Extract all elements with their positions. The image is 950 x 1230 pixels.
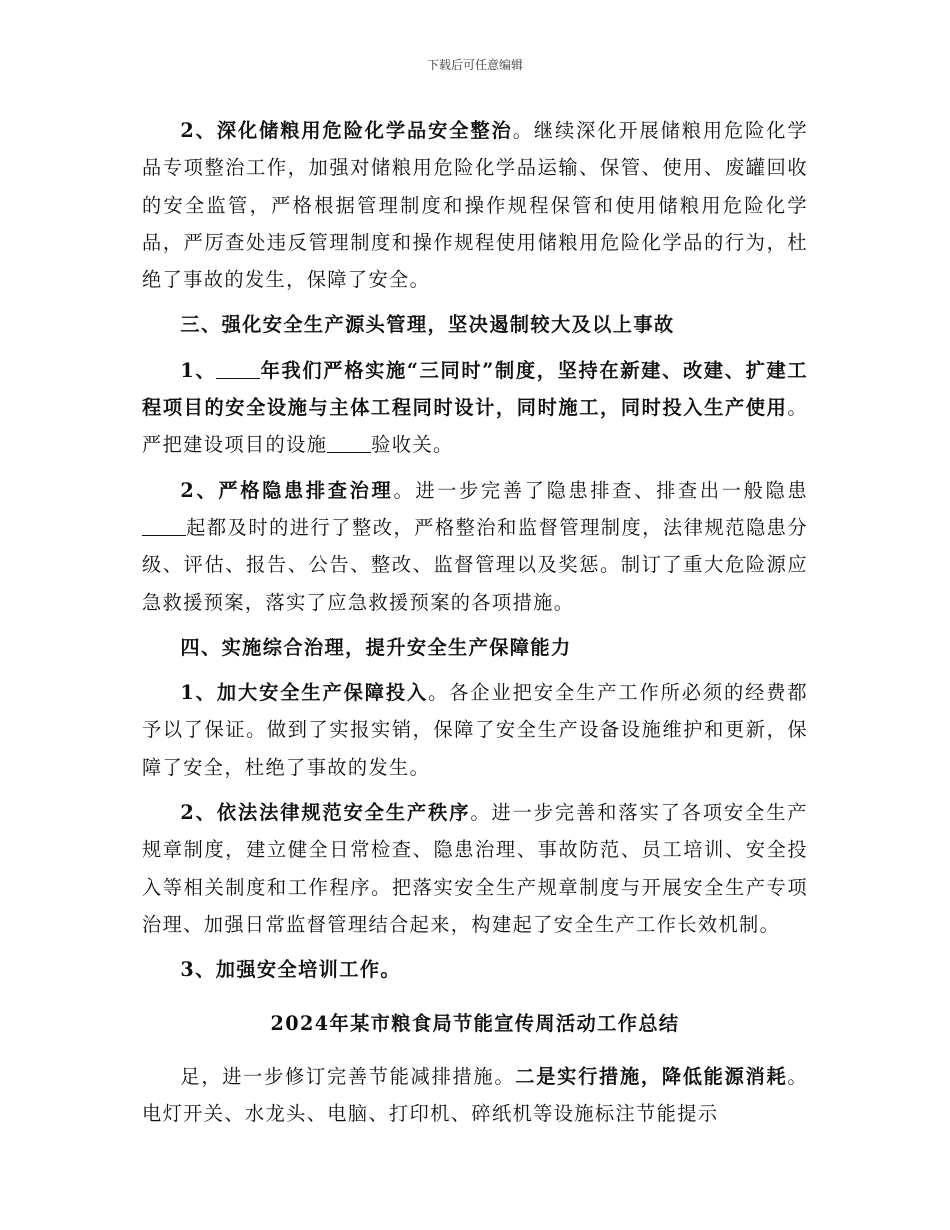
paragraph-heading: 2、严格隐患排查治理: [180, 478, 394, 502]
paragraph-text: 起都及时的进行了整改，严格整治和监督管理制度，法律规范隐患分级、评估、报告、公告、整改、监督管理以及奖惩。制订了重大危险源应急救援预案，落实了应急救援预案的各项措施。: [142, 515, 808, 614]
paragraph-heading: 二是实行措施，降低能源消耗: [515, 1064, 788, 1088]
paragraph-heading: 2、深化储粮用危险化学品安全整治: [180, 119, 513, 142]
paragraph-text: 。各企业把安全生产工作所必须的经费都予以了保证。做到了实报实销，保障了安全生产设备设施维护和更新，保障了安全，杜绝了事故的发生。: [142, 681, 808, 779]
paragraph-text: 。进一步完善了隐患排查、排查出一般隐患: [393, 478, 808, 502]
paragraph-text: 。电灯开关、水龙头、电脑、打印机、碎纸机等设施标注节能提示: [142, 1064, 808, 1126]
blank-underline: [142, 515, 186, 536]
section-heading-4: 四、实施综合治理，提升安全生产保障能力: [180, 635, 572, 659]
section-heading-3: 三、强化安全生产源头管理，坚决遏制较大及以上事故: [180, 313, 675, 337]
paragraph-text: 足，进一步修订完善节能减排措施。: [180, 1064, 516, 1088]
page-header: 下载后可任意编辑: [426, 58, 523, 72]
paragraph-text: 。严把建设项目的设施: [142, 396, 808, 457]
document-body: [142, 112, 808, 1132]
blank-underline: [327, 432, 371, 453]
paragraph-three-simultaneous: [142, 352, 808, 464]
paragraph-hazardous-chemicals: [142, 112, 808, 298]
paragraph-safety-investment: [142, 674, 808, 786]
blank-underline: [216, 358, 260, 379]
paragraph-text: 验收关。: [371, 433, 454, 457]
paragraph-heading: 年我们严格实施“三同时”制度，坚持在新建、改建、扩建工程项目的安全设施与主体工程同时设计，同时施工，同时投入生产使用: [142, 358, 809, 420]
paragraph-heading: 1、加大安全生产保障投入: [180, 681, 429, 705]
document-title: 2024年某市粮食局节能宣传周活动工作总结: [270, 1011, 680, 1035]
paragraph-legal-order: [142, 794, 808, 943]
paragraph-number: 1、: [180, 358, 217, 382]
paragraph-hazard-inspection: [142, 472, 808, 621]
paragraph-text: 。进一步完善和落实了各项安全生产规章制度，建立健全日常检查、隐患治理、事故防范、员工培训、安全投入等相关制度和工作程序。把落实安全生产规章制度与开展安全生产专项治理、加强日常监督管理结合起来，构建起了安全生产工作长效机制。: [142, 801, 808, 936]
paragraph-energy-saving: [142, 1058, 808, 1133]
paragraph-text: 。继续深化开展储粮用危险化学品专项整治工作，加强对储粮用危险化学品运输、保管、使用、废罐回收的安全监管，严格根据管理制度和操作规程保管和使用储粮用危险化学品，严厉查处违反管理制度和操作规程使用储粮用危险化学品的行为，杜绝了事故的发生，保障了安全。: [142, 119, 809, 292]
paragraph-heading: 2、依法法律规范安全生产秩序: [180, 801, 471, 825]
paragraph-safety-training: 3、加强安全培训工作。: [180, 958, 402, 982]
